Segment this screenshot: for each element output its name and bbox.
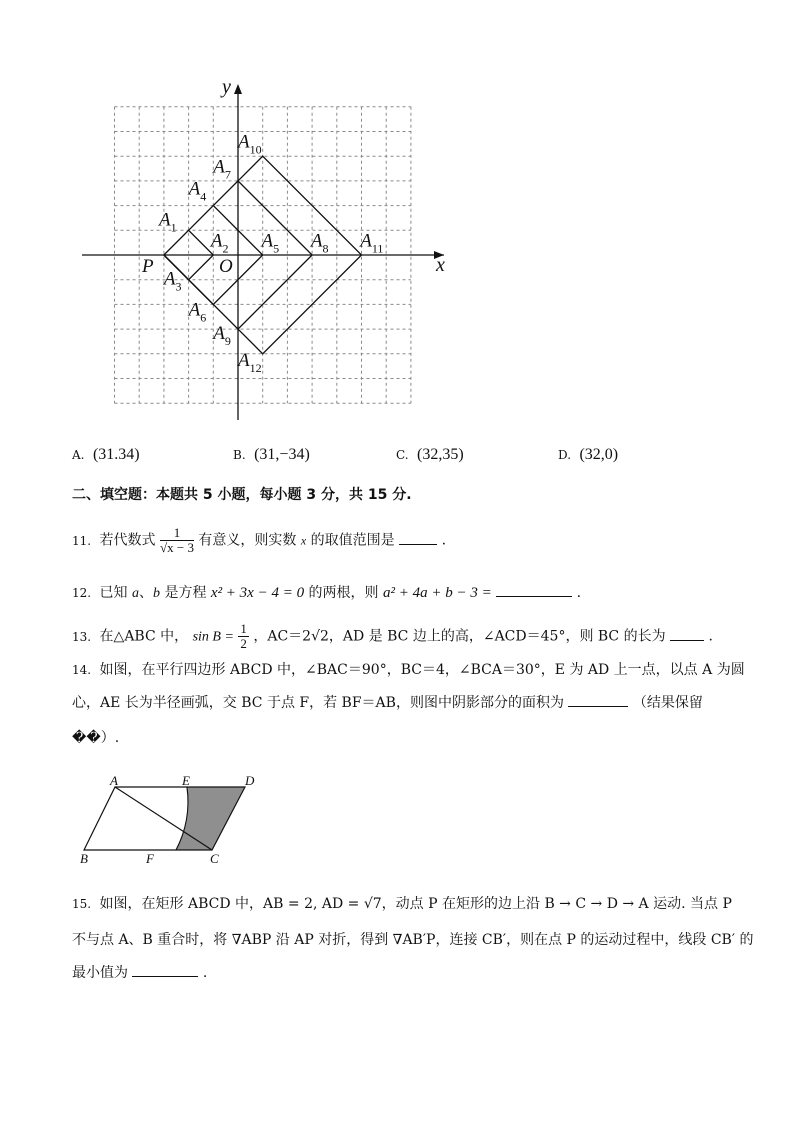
vertex-label-a12: $A_{12}$ xyxy=(238,350,262,376)
q13-answer-blank[interactable] xyxy=(670,626,704,641)
q13-fraction xyxy=(238,622,249,651)
question-14-line3 xyxy=(72,728,119,748)
q13-text2: ，AC＝2√2，AD 是 BC 边上的高，∠ACD＝45°，则 BC 的长为 xyxy=(253,628,666,645)
vertex-label-a2: $A_2$ xyxy=(210,230,229,256)
label-c: C xyxy=(210,851,219,866)
question-15-line3 xyxy=(72,962,207,983)
q13-frac-den: 2 xyxy=(240,636,247,651)
label-a: A xyxy=(110,773,118,788)
q12-text1: 已知 xyxy=(99,585,128,601)
choice-c-value: (32,35) xyxy=(417,446,464,463)
q15-text-line3: 最小值为 xyxy=(72,965,128,981)
q11-text-pre: 若代数式 xyxy=(99,532,156,549)
q11-var: x xyxy=(300,533,307,548)
q14-text-line2b: （结果保留 xyxy=(632,695,703,711)
label-d: D xyxy=(245,773,255,788)
q13-end: . xyxy=(708,628,713,645)
q14-text-line3: ��）. xyxy=(72,730,120,746)
vertex-label-a1: $A_1$ xyxy=(158,209,177,235)
vertex-label-a10: $A_{10}$ xyxy=(238,131,262,157)
question-13 xyxy=(72,622,713,651)
q11-fraction xyxy=(160,526,194,555)
q15-text-line1: 如图，在矩形 ABCD 中，AB = 2, AD = √7，动点 P 在矩形的边上沿 B → C → D → A 运动. 当点 P xyxy=(99,896,732,912)
q13-frac-num: 1 xyxy=(240,621,247,636)
vertex-label-a6: $A_6$ xyxy=(188,299,207,325)
q12-answer-blank[interactable] xyxy=(496,582,572,597)
q12-end: . xyxy=(576,585,582,601)
label-e: E xyxy=(182,773,190,788)
question-11 xyxy=(72,526,446,555)
q11-end: . xyxy=(441,532,447,549)
q12-equation: x² + 3x − 4 = 0 xyxy=(210,585,305,601)
choice-d-label: D. xyxy=(558,448,572,462)
choice-a[interactable] xyxy=(72,446,140,464)
q14-answer-blank[interactable] xyxy=(568,692,628,707)
q15-text-line2: 不与点 A、B 重合时，将 ∇ABP 沿 AP 对折，得到 ∇AB′P，连接 CB′，则在点 P 的运动过程中，线段 CB′ 的 xyxy=(72,932,754,948)
choice-a-label: A. xyxy=(72,448,85,462)
coordinate-grid-figure xyxy=(80,76,460,428)
choice-a-value: (31.34) xyxy=(92,446,140,463)
choice-c[interactable] xyxy=(396,446,464,464)
vertex-label-a5: $A_5$ xyxy=(261,230,280,256)
x-axis-label: x xyxy=(436,254,445,276)
question-14-line1 xyxy=(72,660,745,680)
q13-sin: sin B = xyxy=(192,629,234,645)
choice-c-label: C. xyxy=(396,448,409,462)
vertex-label-a9: $A_9$ xyxy=(213,322,231,348)
vertex-label-a3: $A_3$ xyxy=(163,268,182,294)
parallelogram-figure xyxy=(76,770,266,870)
question-15-line1 xyxy=(72,894,732,914)
q15-number: 15. xyxy=(72,897,92,911)
q11-text-post2: 的取值范围是 xyxy=(310,532,395,549)
q11-frac-num: 1 xyxy=(160,526,194,541)
q11-text-post: 有意义，则实数 xyxy=(198,532,297,549)
q12-sep: 、 xyxy=(139,585,153,601)
q14-number: 14. xyxy=(72,663,92,677)
q12-var-b: b xyxy=(153,586,160,601)
q12-text3: 的两根，则 xyxy=(308,585,379,601)
y-axis-arrow xyxy=(234,84,242,94)
q15-end: . xyxy=(202,965,208,981)
q13-number: 13. xyxy=(72,629,92,644)
vertex-label-a7: $A_7$ xyxy=(213,156,231,182)
choice-b[interactable] xyxy=(233,446,310,464)
section-title: 二、填空题：本题共 5 小题，每小题 3 分，共 15 分. xyxy=(72,487,412,503)
choice-d[interactable] xyxy=(558,446,618,464)
q11-answer-blank[interactable] xyxy=(399,530,437,545)
question-15-line2 xyxy=(72,930,753,950)
origin-label: O xyxy=(219,256,233,277)
vertex-label-a11: $A_{11}$ xyxy=(360,230,384,256)
label-b: B xyxy=(80,851,88,866)
question-12 xyxy=(72,582,581,604)
q14-text-line2a: 心，AE 长为半径画弧，交 BC 于点 F，若 BF＝AB，则图中阴影部分的面积为 xyxy=(72,695,564,711)
q14-text-line1: 如图，在平行四边形 ABCD 中，∠BAC＝90°，BC＝4，∠BCA＝30°，E 为 AD 上一点，以点 A 为圆 xyxy=(99,662,745,678)
choice-b-value: (31,−34) xyxy=(254,446,310,463)
q13-text1: 在△ABC 中， xyxy=(99,628,189,645)
vertex-label-a8: $A_8$ xyxy=(310,230,329,256)
question-14-line2 xyxy=(72,692,703,713)
label-f: F xyxy=(146,851,154,866)
point-p-label: P xyxy=(142,256,154,277)
y-axis-label: y xyxy=(222,76,231,98)
choice-d-value: (32,0) xyxy=(579,446,619,463)
vertex-label-a4: $A_4$ xyxy=(188,178,207,204)
q11-number: 11. xyxy=(72,533,92,548)
q12-expression: a² + 4a + b − 3 = xyxy=(383,585,492,601)
q12-number: 12. xyxy=(72,586,92,600)
q12-var-a: a xyxy=(132,586,139,601)
q12-text2: 是方程 xyxy=(164,585,207,601)
q11-frac-den: √x − 3 xyxy=(160,540,194,555)
q15-answer-blank[interactable] xyxy=(132,962,198,977)
choice-b-label: B. xyxy=(233,448,246,462)
